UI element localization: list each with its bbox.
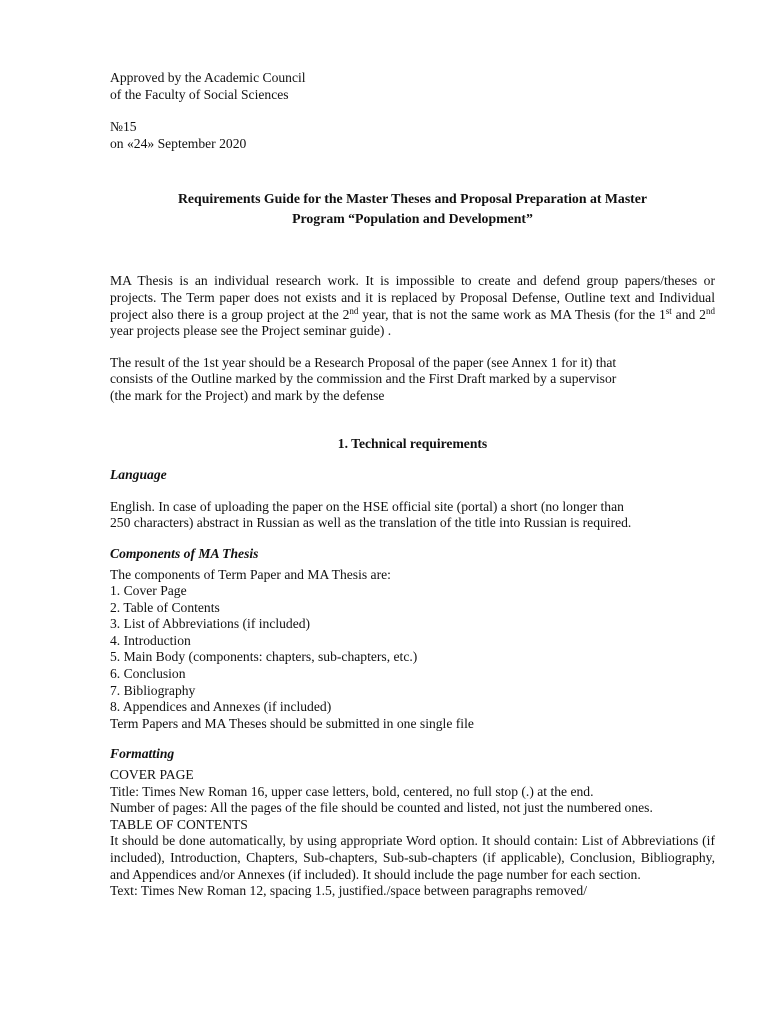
title-rule: Title: Times New Roman 16, upper case letters, bold, centered, no full stop (.) at the end. <box>110 783 594 799</box>
order-block <box>110 119 715 152</box>
order-date: on «24» September 2020 <box>110 135 247 151</box>
intro-p1-sup-2: st <box>665 305 672 316</box>
language-line-1: English. In case of uploading the paper on the HSE official site (portal) a short (no longer than <box>110 498 624 514</box>
section-title-technical-requirements: 1. Technical requirements <box>337 435 488 451</box>
subheading-language: Language <box>110 467 167 483</box>
approval-line-2: of the Faculty of Social Sciences <box>110 86 289 102</box>
document-title <box>110 189 715 229</box>
intro-p1-text-c: and 2 <box>671 306 706 322</box>
text-rule: Text: Times New Roman 12, spacing 1.5, justified./space between paragraphs removed/ <box>110 883 587 899</box>
approval-block <box>110 70 715 103</box>
intro-p2-line-1: The result of the 1st year should be a Research Proposal of the paper (see Annex 1 for it) that <box>110 354 617 370</box>
formatting-block <box>110 767 715 900</box>
list-item: 5. Main Body (components: chapters, sub-chapters, etc.) <box>110 649 418 665</box>
list-item: 7. Bibliography <box>110 682 196 698</box>
intro-p1-sup-1: nd <box>349 305 359 316</box>
order-number: №15 <box>110 119 137 135</box>
intro-paragraph-1 <box>110 273 715 339</box>
toc-heading: TABLE OF CONTENTS <box>110 816 248 832</box>
intro-p1-text-d: year projects please see the Project seminar guide) . <box>110 323 392 339</box>
list-item: 3. List of Abbreviations (if included) <box>110 616 311 632</box>
intro-p1-text-b: year, that is not the same work as MA Thesis (for the 1 <box>358 306 666 322</box>
intro-p1-text-a: MA Thesis is an individual research work. It is impossible to create and defend group papers/theses or projects. The Term paper does not exists and it is replaced by Proposal Defense, Outline text and Individual project also there is a group project at the 2 <box>110 273 715 322</box>
list-item: 4. Introduction <box>110 632 191 648</box>
approval-line-1: Approved by the Academic Council <box>110 70 306 85</box>
intro-p2-line-2: consists of the Outline marked by the commission and the First Draft marked by a supervisor <box>110 371 617 387</box>
components-outro: Term Papers and MA Theses should be submitted in one single file <box>110 715 474 731</box>
intro-paragraph-2 <box>110 355 715 405</box>
subheading-formatting: Formatting <box>110 746 175 762</box>
document-title-line-1: Requirements Guide for the Master Theses and Proposal Preparation at Master <box>177 191 648 207</box>
components-intro: The components of Term Paper and MA Thesis are: <box>110 566 391 582</box>
language-paragraph <box>110 499 715 532</box>
list-item: 6. Conclusion <box>110 666 186 682</box>
language-line-2: 250 characters) abstract in Russian as well as the translation of the title into Russian is required. <box>110 515 632 531</box>
cover-page-heading: COVER PAGE <box>110 767 194 783</box>
pages-rule: Number of pages: All the pages of the file should be counted and listed, not just the numbered ones. <box>110 800 653 816</box>
intro-p1-sup-3: nd <box>705 305 715 316</box>
list-item: 2. Table of Contents <box>110 599 220 615</box>
components-block <box>110 567 715 733</box>
document-title-line-2: Program “Population and Development” <box>292 211 533 227</box>
toc-rule: It should be done automatically, by using appropriate Word option. It should contain: List of Abbreviations (if included), Introduction, Chapters, Sub-chapters, Sub-sub-chapters (if applicable), Conclusion, Bibliography, and Appendices and/or Annexes (if included). It should include the page number for each section. <box>110 833 715 882</box>
list-item: 1. Cover Page <box>110 583 187 599</box>
subheading-components: Components of MA Thesis <box>110 545 259 561</box>
intro-p2-line-3: (the mark for the Project) and mark by the defense <box>110 387 385 403</box>
list-item: 8. Appendices and Annexes (if included) <box>110 699 332 715</box>
